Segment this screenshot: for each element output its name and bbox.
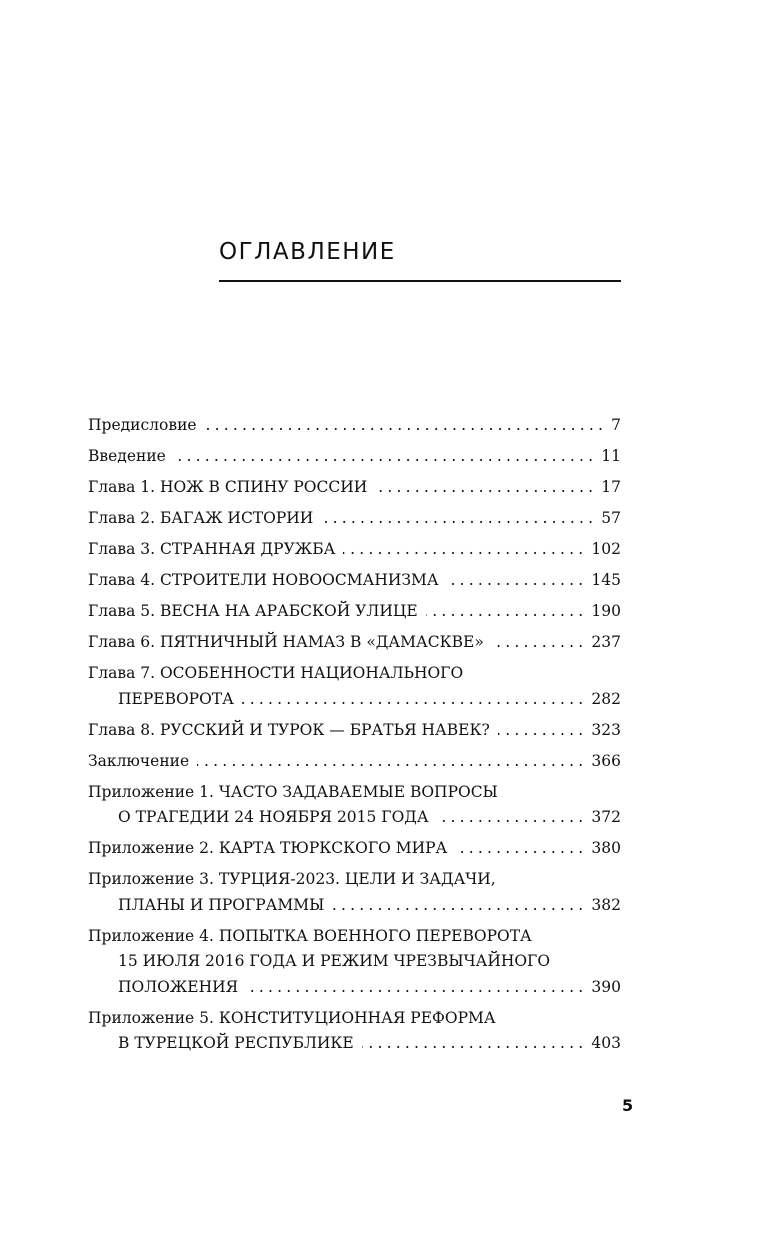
toc-entry-last-line (88, 805, 621, 831)
toc-entry-page-number: 102 (591, 540, 621, 558)
toc-entry-last-line (88, 718, 621, 744)
toc-entry-title-line: Приложение 3. ТУРЦИЯ-2023. ЦЕЛИ И ЗАДАЧИ, (88, 870, 496, 888)
toc-entry-last-line (88, 975, 621, 1001)
dot-leader (492, 630, 588, 656)
toc-entry-title: Глава 2. БАГАЖ ИСТОРИИ (88, 509, 314, 527)
toc-entry-page-number: 57 (601, 509, 621, 527)
toc-entry-title-line: Глава 7. ОСОБЕННОСТИ НАЦИОНАЛЬНОГО (88, 664, 464, 682)
dot-leader (437, 805, 588, 831)
dot-leader (174, 444, 597, 470)
dot-leader (362, 1031, 588, 1057)
toc-entry-last-line (88, 444, 621, 470)
toc-entry-page-number: 282 (591, 689, 621, 708)
toc-entry-last-line (88, 413, 621, 439)
toc-entry[interactable] (88, 780, 621, 831)
dot-leader (498, 718, 588, 744)
toc-entry-title-line: Приложение 4. ПОПЫТКА ВОЕННОГО ПЕРЕВОРОТА (88, 926, 532, 945)
toc-entry-title: Глава 1. НОЖ В СПИНУ РОССИИ (88, 478, 368, 496)
toc-entry-title: ПЕРЕВОРОТА (118, 689, 234, 708)
dot-leader (205, 413, 608, 439)
dot-leader (242, 687, 588, 713)
toc-entry[interactable] (88, 718, 621, 744)
toc-entry-title: Глава 4. СТРОИТЕЛИ НОВООСМАНИЗМА (88, 571, 439, 589)
toc-entry-page-number: 17 (601, 478, 621, 496)
toc-entry-title: В ТУРЕЦКОЙ РЕСПУБЛИКЕ (118, 1034, 354, 1052)
toc-entry-title: Предисловие (88, 416, 197, 434)
toc-entry[interactable] (88, 1006, 621, 1057)
page-title: ОГЛАВЛЕНИЕ (219, 239, 396, 265)
toc-entry[interactable] (88, 749, 621, 775)
toc-entry[interactable] (88, 444, 621, 470)
page-number: 5 (622, 1096, 634, 1115)
toc-entry-title: Глава 5. ВЕСНА НА АРАБСКОЙ УЛИЦЕ (88, 602, 418, 620)
dot-leader (447, 568, 588, 594)
dot-leader (197, 749, 587, 775)
toc-entry-page-number: 366 (591, 751, 621, 770)
dot-leader (375, 475, 597, 501)
toc-entry-title-line: 15 ИЮЛЯ 2016 ГОДА И РЕЖИМ ЧРЕЗВЫЧАЙНОГО (118, 952, 551, 970)
toc-entry-page-number: 237 (591, 633, 621, 651)
toc-entry-last-line (88, 893, 621, 919)
toc-entry[interactable] (88, 924, 621, 1001)
toc-entry-last-line (88, 687, 621, 713)
title-underline (219, 280, 621, 282)
toc-entry[interactable] (88, 599, 621, 625)
toc-entry-last-line (88, 599, 621, 625)
toc-entry[interactable] (88, 568, 621, 594)
toc-entry[interactable] (88, 506, 621, 532)
toc-entry-title: О ТРАГЕДИИ 24 НОЯБРЯ 2015 ГОДА (118, 808, 429, 826)
toc-entry-title: Глава 3. СТРАННАЯ ДРУЖБА (88, 540, 336, 558)
toc-entry[interactable] (88, 836, 621, 862)
toc-entry-last-line (88, 506, 621, 532)
toc-entry-page-number: 403 (591, 1034, 621, 1052)
toc-entry-title-line: Приложение 1. ЧАСТО ЗАДАВАЕМЫЕ ВОПРОСЫ (88, 782, 498, 801)
toc-entry-last-line (88, 630, 621, 656)
toc-entry[interactable] (88, 661, 621, 712)
toc-entry-last-line (88, 475, 621, 501)
toc-entry[interactable] (88, 537, 621, 563)
toc-entry-last-line (88, 537, 621, 563)
dot-leader (455, 836, 587, 862)
toc-entry[interactable] (88, 867, 621, 918)
dot-leader (332, 893, 587, 919)
dot-leader (343, 537, 587, 563)
toc-entry-page-number: 11 (601, 447, 621, 465)
toc-entry-page-number: 390 (591, 977, 621, 996)
toc-entry-title: ПЛАНЫ И ПРОГРАММЫ (118, 895, 325, 914)
toc-entry-page-number: 382 (591, 895, 621, 914)
toc-entry-last-line (88, 749, 621, 775)
toc-entry-title: Приложение 2. КАРТА ТЮРКСКОГО МИРА (88, 839, 448, 857)
toc-entry[interactable] (88, 630, 621, 656)
toc-entry-title: Заключение (88, 751, 190, 770)
toc-entry-page-number: 323 (591, 720, 621, 739)
toc-entry-title: Глава 8. РУССКИЙ И ТУРОК — БРАТЬЯ НАВЕК? (88, 720, 490, 739)
toc-entry-title: Введение (88, 447, 166, 465)
toc-entry-last-line (88, 836, 621, 862)
toc-entry-page-number: 7 (611, 416, 621, 434)
dot-leader (426, 599, 588, 625)
toc-entry-last-line (88, 1031, 621, 1057)
toc-entry-page-number: 190 (591, 602, 621, 620)
toc-entry-title: Глава 6. ПЯТНИЧНЫЙ НАМАЗ В «ДАМАСКВЕ» (88, 633, 484, 651)
toc-entry-page-number: 145 (591, 571, 621, 589)
dot-leader (246, 975, 587, 1001)
toc-entry-title-line: Приложение 5. КОНСТИТУЦИОННАЯ РЕФОРМА (88, 1008, 496, 1027)
toc-entry-last-line (88, 568, 621, 594)
dot-leader (321, 506, 597, 532)
toc-entry-page-number: 380 (591, 839, 621, 857)
toc-entry-title: ПОЛОЖЕНИЯ (118, 977, 239, 996)
toc-entry-page-number: 372 (591, 808, 621, 826)
table-of-contents (88, 413, 621, 1062)
toc-entry[interactable] (88, 413, 621, 439)
toc-entry[interactable] (88, 475, 621, 501)
